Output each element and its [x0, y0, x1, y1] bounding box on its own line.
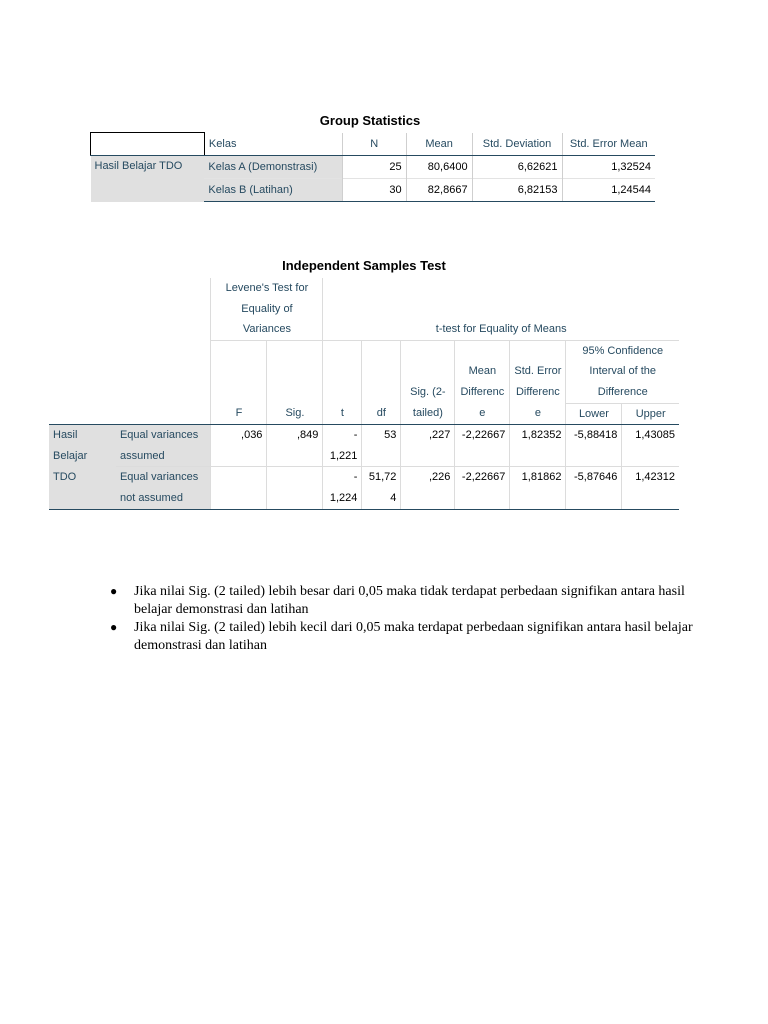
group-statistics-table: [90, 132, 655, 202]
variable-label-line: TDO: [49, 467, 116, 488]
levene-header: Levene's Test for: [211, 278, 323, 299]
table-row: [49, 425, 679, 446]
independent-samples-table: [49, 278, 679, 510]
table-row: [91, 156, 656, 179]
df-cell-line: 4: [362, 488, 401, 509]
t-cell-line: 1,221: [323, 446, 362, 467]
col-df: df: [362, 403, 401, 425]
kelas-cell: Kelas B (Latihan): [204, 179, 342, 202]
col-sig: Sig.: [267, 403, 323, 425]
std-deviation-cell: 6,82153: [472, 179, 562, 202]
header-std-error-mean: Std. Error Mean: [562, 133, 655, 156]
list-item: [110, 619, 700, 654]
header-row: [49, 319, 679, 340]
mean-cell: 80,6400: [406, 156, 472, 179]
t-cell: -: [323, 467, 362, 488]
f-cell: ,036: [211, 425, 267, 446]
note-text: Jika nilai Sig. (2 tailed) lebih kecil dari 0,05 maka terdapat perbedaan signifikan antara hasil belajar demonstrasi dan latihan: [134, 620, 693, 653]
blank-corner-cell: [91, 133, 205, 156]
mean-cell: 82,8667: [406, 179, 472, 202]
list-item: [110, 583, 700, 618]
independent-samples-title: Independent Samples Test: [282, 258, 446, 273]
group-statistics-title: Group Statistics: [319, 113, 421, 128]
upper-cell: 1,43085: [622, 425, 679, 446]
row-label-line: not assumed: [116, 488, 211, 509]
mean-diff-header: Mean: [455, 361, 510, 382]
t-cell: -: [323, 425, 362, 446]
header-n: N: [342, 133, 406, 156]
kelas-cell: Kelas A (Demonstrasi): [204, 156, 342, 179]
variable-label: Hasil Belajar TDO: [91, 156, 205, 202]
levene-header-line: Variances: [211, 319, 323, 340]
header-row: [49, 299, 679, 320]
sig2-cell: ,227: [401, 425, 455, 446]
mean-diff-header-line: Differenc: [455, 382, 510, 403]
ttest-header: t-test for Equality of Means: [323, 319, 679, 340]
bullet-icon: ●: [110, 584, 118, 598]
t-cell-line: 1,224: [323, 488, 362, 509]
row-label-line: assumed: [116, 446, 211, 467]
upper-cell: 1,42312: [622, 467, 679, 488]
lower-cell: -5,87646: [566, 467, 622, 488]
row-label: Equal variances: [116, 425, 211, 446]
row-label: Equal variances: [116, 467, 211, 488]
levene-header-line: Equality of: [211, 299, 323, 320]
table-row: [49, 488, 679, 509]
df-cell: 51,72: [362, 467, 401, 488]
std-deviation-cell: 6,62621: [472, 156, 562, 179]
ci-header-line: Difference: [566, 382, 679, 403]
table-row: [49, 446, 679, 467]
header-row: [49, 382, 679, 403]
sig2-header: Sig. (2-: [401, 382, 455, 403]
n-cell: 30: [342, 179, 406, 202]
sig2-cell: ,226: [401, 467, 455, 488]
column-header-row: [49, 403, 679, 425]
mean-diff-cell: -2,22667: [455, 425, 510, 446]
ci-header-line: Interval of the: [566, 361, 679, 382]
lower-cell: -5,88418: [566, 425, 622, 446]
col-t: t: [323, 403, 362, 425]
mean-diff-cell: -2,22667: [455, 467, 510, 488]
sig-cell: ,849: [267, 425, 323, 446]
df-cell: 53: [362, 425, 401, 446]
header-row: [49, 278, 679, 299]
col-lower: Lower: [566, 403, 622, 425]
std-err-diff-cell: 1,81862: [510, 467, 566, 488]
header-row: [49, 340, 679, 361]
variable-label-line: Belajar: [49, 446, 116, 467]
header-mean: Mean: [406, 133, 472, 156]
col-upper: Upper: [622, 403, 679, 425]
n-cell: 25: [342, 156, 406, 179]
std-error-mean-cell: 1,32524: [562, 156, 655, 179]
col-f: F: [211, 403, 267, 425]
header-row: [49, 361, 679, 382]
std-error-mean-cell: 1,24544: [562, 179, 655, 202]
header-std-deviation: Std. Deviation: [472, 133, 562, 156]
note-text: Jika nilai Sig. (2 tailed) lebih besar dari 0,05 maka tidak terdapat perbedaan signifikan antara hasil belajar demonstrasi dan latihan: [134, 584, 685, 617]
table-row: [49, 467, 679, 488]
std-err-diff-header: Std. Error: [510, 361, 566, 382]
variable-label: Hasil: [49, 425, 116, 446]
std-err-diff-header-line: e: [510, 403, 566, 425]
header-kelas: Kelas: [204, 133, 342, 156]
ci-header: 95% Confidence: [566, 340, 679, 361]
std-err-diff-header-line: Differenc: [510, 382, 566, 403]
mean-diff-header-line: e: [455, 403, 510, 425]
notes-list: [110, 583, 700, 655]
sig2-header-line: tailed): [401, 403, 455, 425]
table-header-row: [91, 133, 656, 156]
bullet-icon: ●: [110, 620, 118, 634]
std-err-diff-cell: 1,82352: [510, 425, 566, 446]
